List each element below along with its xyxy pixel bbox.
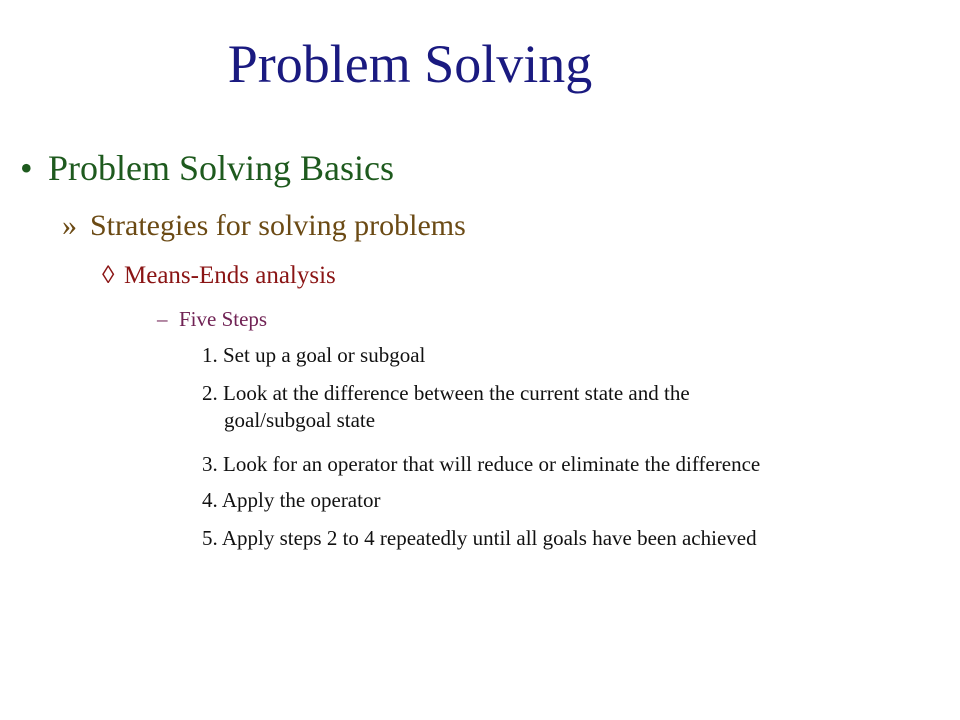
step-text-continuation: goal/subgoal state [224,408,376,432]
bullet-level-3-text: Means-Ends analysis [124,262,336,289]
bullet-level-4-text: Five Steps [179,307,268,331]
bullet-level-3 [102,259,336,293]
dash-icon: – [157,307,168,331]
bullet-level-1 [20,143,394,193]
diamond-icon: ◊ [102,262,115,289]
bullet-level-2 [62,205,466,247]
step-item [202,525,942,552]
step-text: 3. Look for an operator that will reduce or eliminate the difference [202,452,761,476]
bullet-level-1-text: Problem Solving Basics [48,148,395,188]
step-text: 1. Set up a goal or subgoal [202,343,426,367]
bullet-level-2-text: Strategies for solving problems [90,209,466,242]
step-item [202,451,942,478]
step-text: 4. Apply the operator [202,488,381,512]
bullet-level-4 [157,305,267,333]
bullet-dot-icon: • [20,148,33,188]
step-item [202,342,942,369]
step-text: 5. Apply steps 2 to 4 repeatedly until all goals have been achieved [202,526,757,550]
step-item [202,487,942,514]
step-text: 2. Look at the difference between the current state and the [202,381,690,405]
double-chevron-icon: » [62,209,77,242]
step-item [202,380,942,434]
slide-title: Problem Solving [227,34,593,94]
